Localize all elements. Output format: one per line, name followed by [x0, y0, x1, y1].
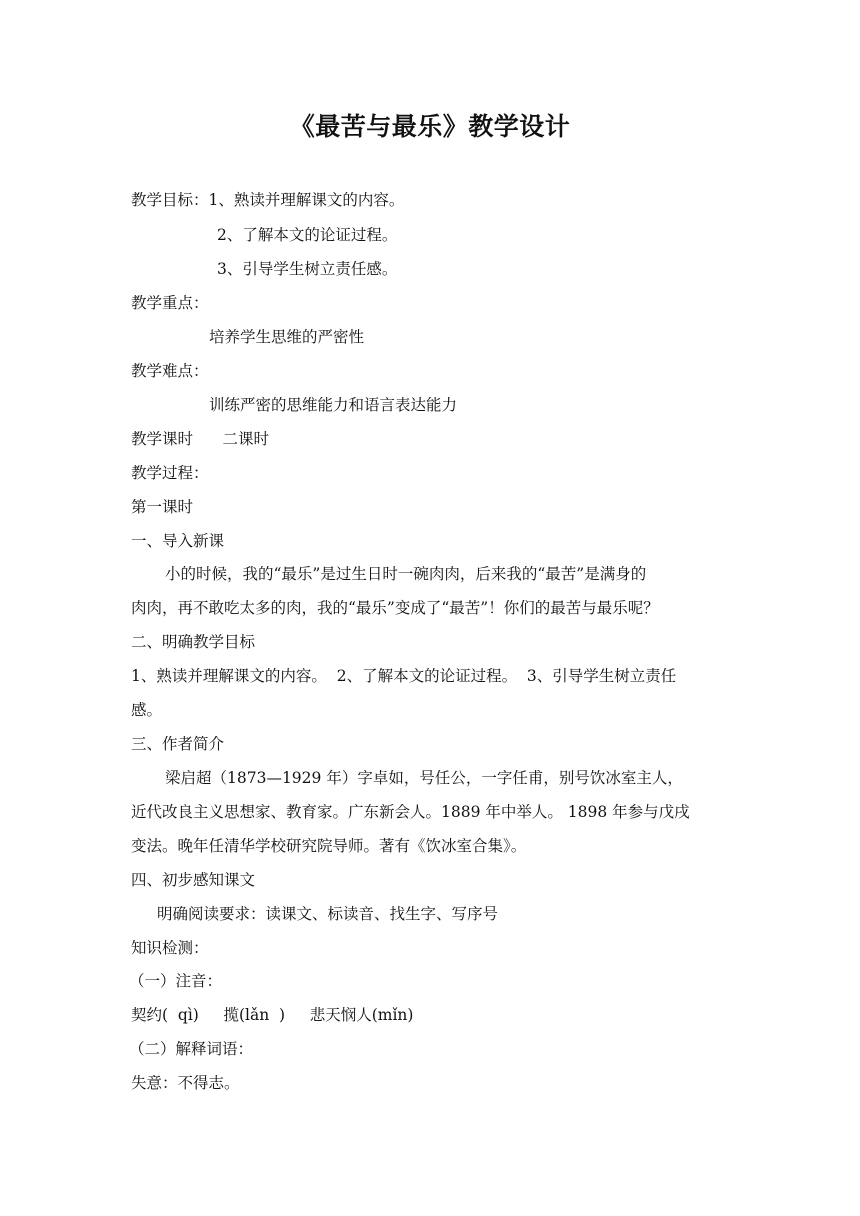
- goals-line-2: 感。: [131, 701, 163, 719]
- pinyin-items: 契约( qì) 揽(lǎn ) 悲天悯人(mǐn): [131, 1006, 414, 1024]
- objectives-line-3: 3、引导学生树立责任感。: [217, 260, 398, 278]
- author-paragraph-line-3: 变法。晚年任清华学校研究院导师。著有《饮冰室合集》。: [131, 837, 527, 855]
- reading-requirements: 明确阅读要求：读课文、标读音、找生字、写序号: [157, 905, 499, 923]
- goals-line-1: 1、熟读并理解课文的内容。 2、了解本文的论证过程。 3、引导学生树立责任: [131, 667, 677, 685]
- section-4-heading: 四、初步感知课文: [131, 871, 256, 889]
- first-lesson-heading: 第一课时: [131, 498, 194, 516]
- pinyin-subheading: （一）注音：: [129, 972, 223, 990]
- objectives-line-1: 教学目标：1、熟读并理解课文的内容。: [131, 191, 405, 209]
- process-heading: 教学过程：: [131, 464, 209, 482]
- intro-paragraph-line-1: 小的时候，我的“最乐”是过生日时一碗肉肉，后来我的“最苦”是满身的: [165, 565, 647, 583]
- author-paragraph-line-2: 近代改良主义思想家、教育家。广东新会人。1889 年中举人。 1898 年参与戊戌: [131, 803, 690, 821]
- document-title: 《最苦与最乐》教学设计: [289, 112, 571, 141]
- key-points-text: 培养学生思维的严密性: [209, 328, 365, 346]
- intro-paragraph-line-2: 肉肉，再不敢吃太多的肉，我的“最乐”变成了“最苦”！你们的最苦与最乐呢？: [131, 599, 659, 617]
- vocabulary-subheading: （二）解释词语：: [129, 1040, 254, 1058]
- difficulties-text: 训练严密的思维能力和语言表达能力: [209, 396, 458, 414]
- difficulties-heading: 教学难点：: [131, 362, 209, 380]
- class-hours-line: 教学课时 二课时: [131, 430, 270, 448]
- section-2-heading: 二、明确教学目标: [131, 633, 256, 651]
- knowledge-check-heading: 知识检测：: [131, 939, 209, 957]
- section-1-heading: 一、导入新课: [131, 532, 225, 550]
- objectives-line-2: 2、了解本文的论证过程。: [217, 226, 398, 244]
- vocabulary-item: 失意：不得志。: [131, 1074, 240, 1092]
- author-paragraph-line-1: 梁启超（1873—1929 年）字卓如，号任公，一字任甫，别号饮冰室主人，: [165, 769, 683, 787]
- key-points-heading: 教学重点：: [131, 294, 209, 312]
- section-3-heading: 三、作者简介: [131, 735, 225, 753]
